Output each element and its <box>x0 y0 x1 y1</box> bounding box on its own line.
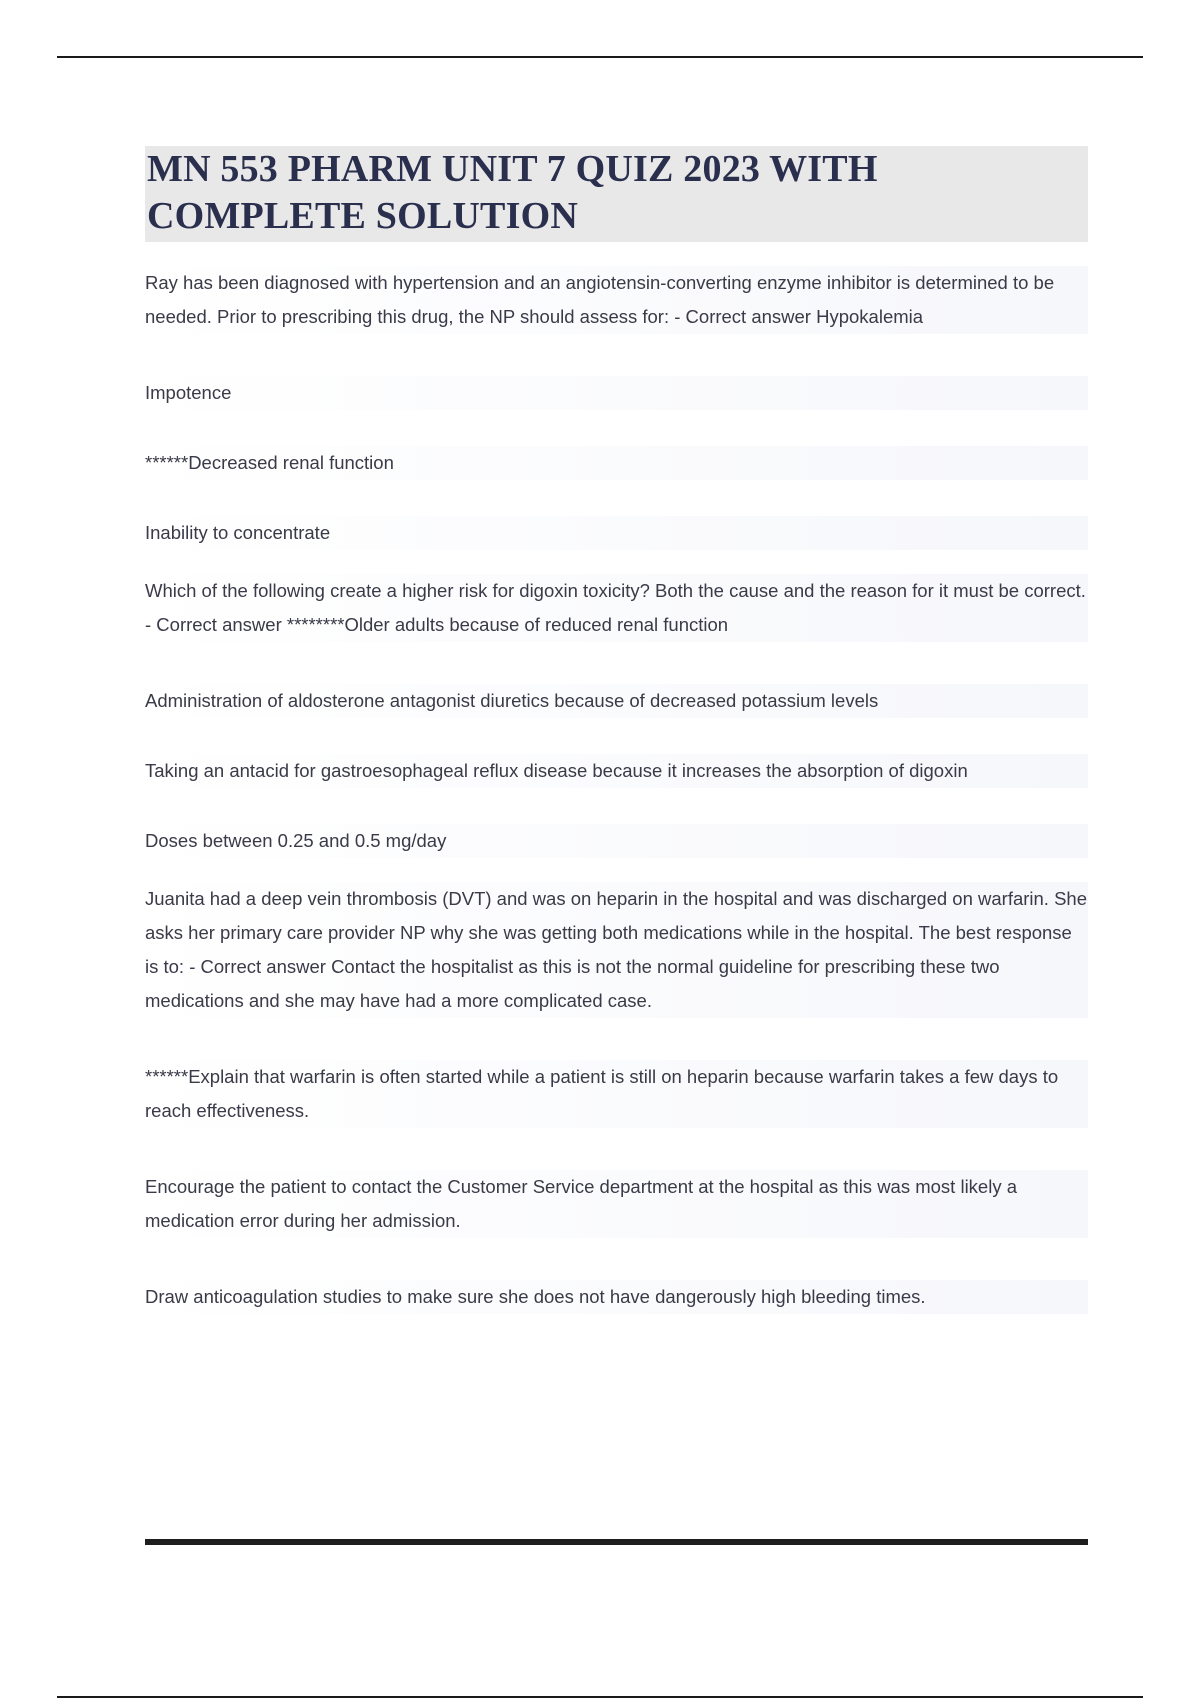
question-2-option-2: Administration of aldosterone antagonist diuretics because of decreased potassium levels <box>145 684 1088 718</box>
question-2-option-3: Taking an antacid for gastroesophageal reflux disease because it increases the absorption of digoxin <box>145 754 1088 788</box>
question-2-option-4: Doses between 0.25 and 0.5 mg/day <box>145 824 1088 858</box>
question-3-option-4: Draw anticoagulation studies to make sure she does not have dangerously high bleeding times. <box>145 1280 1088 1314</box>
question-3-option-2: ******Explain that warfarin is often started while a patient is still on heparin because warfarin takes a few days to reach effectiveness. <box>145 1060 1088 1128</box>
title-block <box>145 146 1088 242</box>
question-1-text: Ray has been diagnosed with hypertension and an angiotensin-converting enzyme inhibitor is determined to be needed. Prior to prescribing this drug, the NP should assess for: - Correct answer Hypokalemia <box>145 266 1088 334</box>
page-bottom-rule <box>57 1696 1143 1698</box>
question-1-option-3: ******Decreased renal function <box>145 446 1088 480</box>
document-body <box>145 146 1088 1314</box>
content-end-rule <box>145 1539 1088 1545</box>
question-1-option-4: Inability to concentrate <box>145 516 1088 550</box>
page-top-rule <box>57 56 1143 58</box>
question-3-text: Juanita had a deep vein thrombosis (DVT) and was on heparin in the hospital and was discharged on warfarin. She asks her primary care provider NP why she was getting both medications while in the hospital. The best response is to: - Correct answer Contact the hospitalist as this is not the normal guideline for prescribing these two medications and she may have had a more complicated case. <box>145 882 1088 1018</box>
question-2-text: Which of the following create a higher risk for digoxin toxicity? Both the cause and the reason for it must be correct. - Correct answer ********Older adults because of reduced renal function <box>145 574 1088 642</box>
document-title: MN 553 PHARM UNIT 7 QUIZ 2023 WITH COMPLETE SOLUTION <box>147 148 878 237</box>
question-3-option-3: Encourage the patient to contact the Customer Service department at the hospital as this was most likely a medication error during her admission. <box>145 1170 1088 1238</box>
question-1-option-2: Impotence <box>145 376 1088 410</box>
